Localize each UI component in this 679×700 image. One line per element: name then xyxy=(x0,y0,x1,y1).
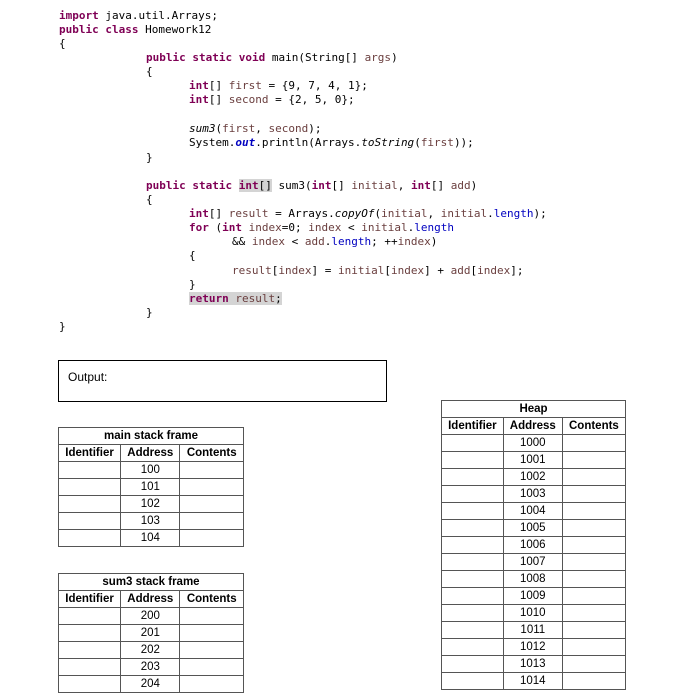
address-cell: 1003 xyxy=(503,486,562,503)
contents-cell xyxy=(180,642,244,659)
code-line-class: public class Homework12 xyxy=(59,23,212,36)
address-cell: 1005 xyxy=(503,520,562,537)
contents-cell xyxy=(562,486,625,503)
table-row xyxy=(442,452,626,469)
contents-cell xyxy=(562,622,625,639)
main-header-address: Address xyxy=(121,445,180,462)
heap-header-identifier: Identifier xyxy=(442,418,504,435)
identifier-cell xyxy=(442,605,504,622)
address-cell: 1007 xyxy=(503,554,562,571)
identifier-cell xyxy=(442,622,504,639)
contents-cell xyxy=(180,513,244,530)
code-line-for-close: } xyxy=(189,278,196,291)
address-cell: 1011 xyxy=(503,622,562,639)
identifier-cell xyxy=(442,571,504,588)
identifier-cell xyxy=(59,513,121,530)
address-cell: 1010 xyxy=(503,605,562,622)
code-line-for: for (int index=0; index < initial.length xyxy=(189,221,454,234)
code-line-main-close: } xyxy=(146,151,153,164)
identifier-cell xyxy=(59,608,121,625)
code-line-import: import java.util.Arrays; xyxy=(59,9,218,22)
sum3-header-identifier: Identifier xyxy=(59,591,121,608)
code-line-main-signature: public static void main(String[] args) xyxy=(146,51,398,64)
address-cell: 1008 xyxy=(503,571,562,588)
contents-cell xyxy=(180,676,244,693)
table-row xyxy=(442,588,626,605)
output-box xyxy=(58,360,387,402)
contents-cell xyxy=(562,639,625,656)
code-line-main-open: { xyxy=(146,65,153,78)
code-line-for-cont: && index < add.length; ++index) xyxy=(232,235,438,248)
identifier-cell xyxy=(59,625,121,642)
main-header-contents: Contents xyxy=(180,445,244,462)
sum3-header-contents: Contents xyxy=(180,591,244,608)
table-row xyxy=(442,435,626,452)
table-row xyxy=(442,503,626,520)
code-line-sum3-signature: public static int[] sum3(int[] initial, int[] add) xyxy=(146,179,478,192)
identifier-cell xyxy=(442,452,504,469)
table-row xyxy=(442,673,626,690)
identifier-cell xyxy=(59,659,121,676)
address-cell: 1014 xyxy=(503,673,562,690)
table-row xyxy=(59,513,244,530)
address-cell: 102 xyxy=(121,496,180,513)
code-line-second: int[] second = {2, 5, 0}; xyxy=(189,93,355,106)
identifier-cell xyxy=(442,554,504,571)
contents-cell xyxy=(562,605,625,622)
address-cell: 104 xyxy=(121,530,180,547)
contents-cell xyxy=(180,462,244,479)
table-row xyxy=(59,608,244,625)
table-row xyxy=(442,622,626,639)
identifier-cell xyxy=(59,530,121,547)
contents-cell xyxy=(562,435,625,452)
address-cell: 203 xyxy=(121,659,180,676)
address-cell: 204 xyxy=(121,676,180,693)
contents-cell xyxy=(180,659,244,676)
contents-cell xyxy=(180,479,244,496)
contents-cell xyxy=(562,469,625,486)
contents-cell xyxy=(180,530,244,547)
code-line-class-open: { xyxy=(59,37,66,50)
table-row xyxy=(442,571,626,588)
address-cell: 1002 xyxy=(503,469,562,486)
table-row xyxy=(442,469,626,486)
identifier-cell xyxy=(59,642,121,659)
contents-cell xyxy=(562,571,625,588)
contents-cell xyxy=(562,673,625,690)
identifier-cell xyxy=(59,676,121,693)
address-cell: 103 xyxy=(121,513,180,530)
contents-cell xyxy=(562,537,625,554)
address-cell: 1000 xyxy=(503,435,562,452)
code-line-return: return result; xyxy=(189,292,282,305)
identifier-cell xyxy=(59,479,121,496)
table-row xyxy=(59,530,244,547)
identifier-cell xyxy=(442,520,504,537)
identifier-cell xyxy=(442,537,504,554)
main-stack-frame-table xyxy=(58,427,244,547)
identifier-cell xyxy=(442,435,504,452)
sum3-stack-frame-table xyxy=(58,573,244,693)
identifier-cell xyxy=(442,503,504,520)
sum3-header-address: Address xyxy=(121,591,180,608)
heap-table xyxy=(441,400,626,690)
address-cell: 1004 xyxy=(503,503,562,520)
code-line-sum3-call: sum3(first, second); xyxy=(189,122,322,135)
address-cell: 1012 xyxy=(503,639,562,656)
code-line-body: result[index] = initial[index] + add[index]; xyxy=(232,264,524,277)
table-row xyxy=(442,656,626,673)
contents-cell xyxy=(562,503,625,520)
contents-cell xyxy=(180,625,244,642)
output-label: Output: xyxy=(68,370,108,384)
code-line-for-open: { xyxy=(189,249,196,262)
contents-cell xyxy=(562,554,625,571)
table-row xyxy=(442,605,626,622)
code-listing xyxy=(0,0,679,340)
main-header-identifier: Identifier xyxy=(59,445,121,462)
main-frame-title: main stack frame xyxy=(59,428,244,445)
contents-cell xyxy=(562,588,625,605)
identifier-cell xyxy=(442,656,504,673)
identifier-cell xyxy=(59,496,121,513)
heap-header-contents: Contents xyxy=(562,418,625,435)
identifier-cell xyxy=(442,469,504,486)
address-cell: 1006 xyxy=(503,537,562,554)
address-cell: 101 xyxy=(121,479,180,496)
address-cell: 1009 xyxy=(503,588,562,605)
table-row xyxy=(442,639,626,656)
heap-title: Heap xyxy=(442,401,626,418)
table-row xyxy=(442,486,626,503)
table-row xyxy=(442,520,626,537)
table-row xyxy=(59,676,244,693)
identifier-cell xyxy=(442,639,504,656)
table-row xyxy=(442,537,626,554)
table-row xyxy=(59,625,244,642)
code-line-println: System.out.println(Arrays.toString(first)); xyxy=(189,136,474,149)
heap-header-address: Address xyxy=(503,418,562,435)
code-line-result: int[] result = Arrays.copyOf(initial, initial.length); xyxy=(189,207,547,220)
sum3-frame-title: sum3 stack frame xyxy=(59,574,244,591)
code-line-sum3-open: { xyxy=(146,193,153,206)
address-cell: 100 xyxy=(121,462,180,479)
contents-cell xyxy=(562,520,625,537)
contents-cell xyxy=(562,452,625,469)
table-row xyxy=(59,659,244,676)
identifier-cell xyxy=(59,462,121,479)
address-cell: 202 xyxy=(121,642,180,659)
address-cell: 200 xyxy=(121,608,180,625)
code-line-first: int[] first = {9, 7, 4, 1}; xyxy=(189,79,368,92)
contents-cell xyxy=(562,656,625,673)
address-cell: 201 xyxy=(121,625,180,642)
code-line-class-close: } xyxy=(59,320,66,333)
table-row xyxy=(59,642,244,659)
address-cell: 1013 xyxy=(503,656,562,673)
contents-cell xyxy=(180,496,244,513)
table-row xyxy=(59,496,244,513)
contents-cell xyxy=(180,608,244,625)
identifier-cell xyxy=(442,588,504,605)
table-row xyxy=(59,462,244,479)
address-cell: 1001 xyxy=(503,452,562,469)
code-line-sum3-close: } xyxy=(146,306,153,319)
table-row xyxy=(59,479,244,496)
identifier-cell xyxy=(442,486,504,503)
identifier-cell xyxy=(442,673,504,690)
table-row xyxy=(442,554,626,571)
